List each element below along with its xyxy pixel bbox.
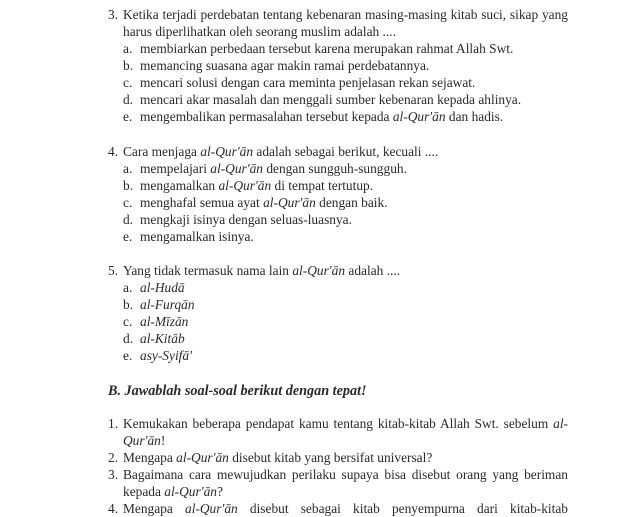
question-5 xyxy=(108,262,568,364)
question-number: 5. xyxy=(108,263,119,278)
option-b: b. al-Furqān xyxy=(123,297,195,312)
question-4 xyxy=(108,143,568,245)
options-list xyxy=(108,279,568,364)
question-stem: Cara menjaga al-Qur'ān adalah sebagai berikut, kecuali .... xyxy=(123,144,439,159)
option-e: e. asy-Syifā' xyxy=(123,348,192,363)
question-3 xyxy=(108,6,568,125)
option-c: c. al-Mīzān xyxy=(123,314,189,329)
question-stem: Ketika terjadi perdebatan tentang kebenaran masing-masing kitab suci, sikap yang harus diperlihatkan oleh seorang muslim adalah .... xyxy=(123,7,568,39)
option-d: d. al-Kitāb xyxy=(123,331,185,346)
essay-item-4: 4. Mengapa al-Qur'ān disebut sebagai kitab penyempurna dari kitab-kitab xyxy=(108,501,569,516)
option-b: b. mengamalkan al-Qur'ān di tempat tertutup. xyxy=(123,178,374,193)
question-number: 3. xyxy=(108,7,119,22)
option-e: e. mengamalkan isinya. xyxy=(123,229,254,244)
options-list xyxy=(108,40,568,125)
essay-questions xyxy=(108,415,568,517)
option-c: c. menghafal semua ayat al-Qur'ān dengan baik. xyxy=(123,195,388,210)
option-b: b. memancing suasana agar makin ramai perdebatannya. xyxy=(123,58,430,73)
option-a: a. membiarkan perbedaan tersebut karena merupakan rahmat Allah Swt. xyxy=(123,41,514,56)
option-a: a. al-Hudā xyxy=(123,280,185,295)
question-number: 4. xyxy=(108,144,119,159)
option-a: a. mempelajari al-Qur'ān dengan sungguh-sungguh. xyxy=(123,161,407,176)
question-stem: Yang tidak termasuk nama lain al-Qur'ān adalah .... xyxy=(123,263,401,278)
essay-item-2: 2. Mengapa al-Qur'ān disebut kitab yang bersifat universal? xyxy=(108,450,433,465)
option-c: c. mencari solusi dengan cara meminta penjelasan rekan sejawat. xyxy=(123,75,476,90)
options-list xyxy=(108,160,568,245)
option-e: e. mengembalikan permasalahan tersebut kepada al-Qur'ān dan hadis. xyxy=(123,109,504,124)
section-b-heading: B. Jawablah soal-soal berikut dengan tepat! xyxy=(108,383,367,399)
option-d: d. mengkaji isinya dengan seluas-luasnya. xyxy=(123,212,352,227)
essay-item-3: 3. Bagaimana cara mewujudkan perilaku supaya bisa disebut orang yang beriman kepada al-Qur'ān? xyxy=(108,467,568,499)
essay-item-1: 1. Kemukakan beberapa pendapat kamu tentang kitab-kitab Allah Swt. sebelum al-Qur'ān! xyxy=(108,416,568,448)
option-d: d. mencari akar masalah dan menggali sumber kebenaran kepada ahlinya. xyxy=(123,92,522,107)
